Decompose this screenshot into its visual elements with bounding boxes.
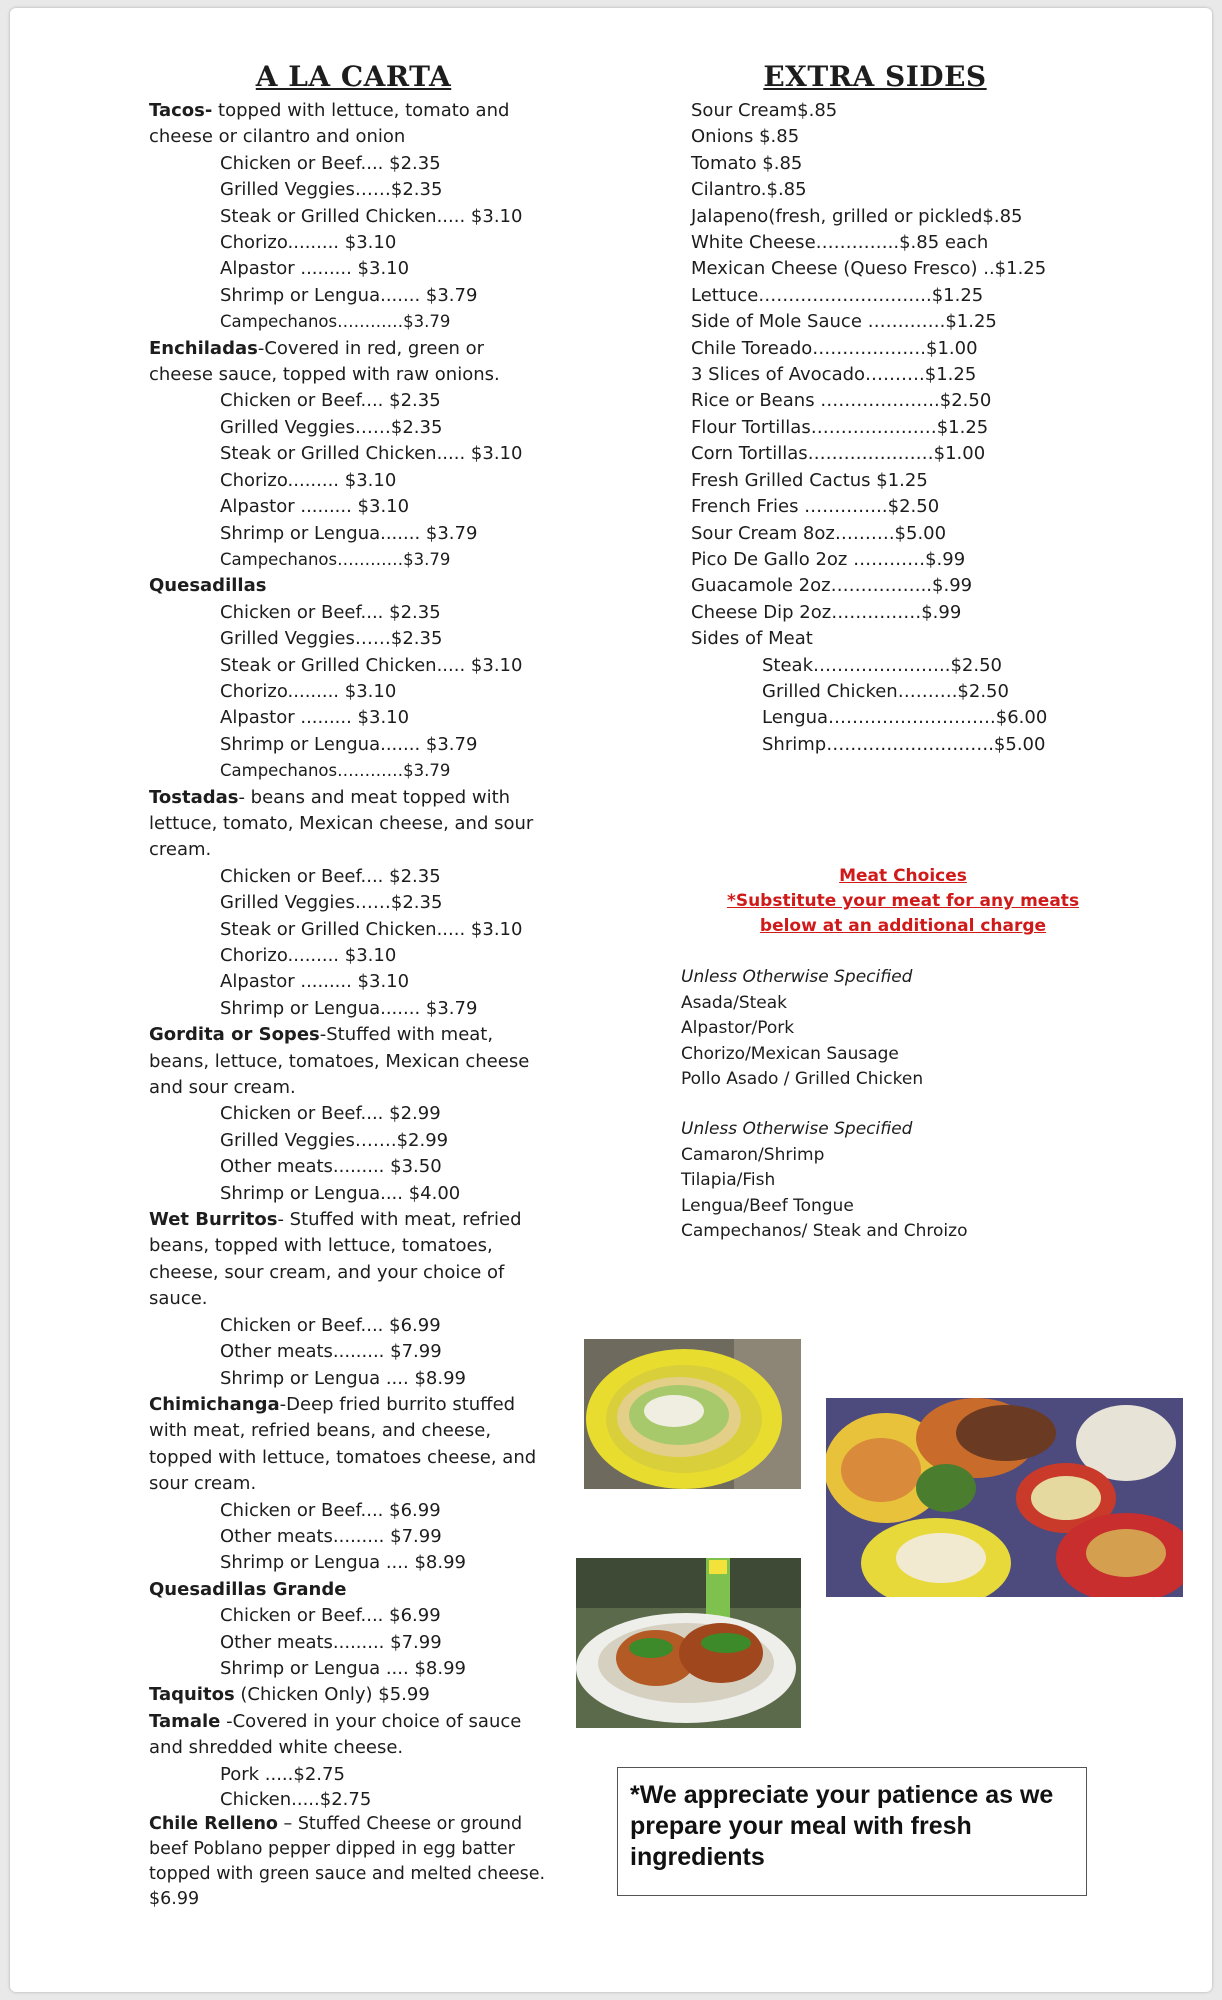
menu-item: Shrimp or Lengua....... $3.79 [220, 522, 478, 544]
tacos-photo [576, 1558, 801, 1728]
meat-choices-note-2: below at an additional charge [759, 916, 1047, 936]
menu-item: Campechanos…………$3.79 [220, 549, 451, 569]
tacos-title: Tacos- [149, 100, 213, 121]
tostada-photo [584, 1339, 801, 1489]
quesadillas-description [149, 573, 549, 599]
menu-item: Pork .....$2.75 [220, 1763, 345, 1785]
side-item: Rice or Beans ………………..$2.50 [691, 390, 992, 412]
patience-notice: *We appreciate your patience as we prepare your meal with fresh ingredients [617, 1767, 1087, 1896]
chimichanga-title: Chimichanga [149, 1393, 280, 1415]
side-item: Guacamole 2oz……………..$.99 [691, 575, 973, 597]
food-spread-photo [826, 1398, 1183, 1597]
menu-item: Chicken or Beef.... $6.99 [220, 1605, 441, 1627]
menu-item: Chorizo......... $3.10 [220, 469, 397, 491]
quesadillas-grande-description [149, 1577, 549, 1603]
meat-choices-note-1: *Substitute your meat for any meats [726, 891, 1080, 911]
chile-relleno-title: Chile Relleno [149, 1813, 278, 1834]
side-item: French Fries …………..$2.50 [691, 496, 940, 518]
wet-burritos-items [149, 1313, 549, 1392]
taquitos-title: Taquitos [149, 1684, 235, 1706]
meat-choice: Lengua/Beef Tongue [681, 1195, 854, 1216]
side-meat-item: Grilled Chicken……….$2.50 [762, 680, 1009, 702]
menu-item: Alpastor ......... $3.10 [220, 258, 410, 280]
side-item: Cheese Dip 2oz……………$.99 [691, 601, 962, 623]
gordita-title: Gordita or Sopes [149, 1024, 320, 1046]
menu-item: Chicken or Beef.... $2.99 [220, 1103, 441, 1125]
menu-item: Chicken.....$2.75 [220, 1788, 372, 1810]
quesadillas-title: Quesadillas [149, 575, 267, 597]
wet-burritos-description: Wet Burritos- Stuffed with meat, refried beans, topped with lettuce, tomatoes, cheese, sour cream, and your choice of sauce. [149, 1209, 522, 1310]
tacos-description: Tacos- topped with lettuce, tomato and cheese or cilantro and onion [149, 100, 510, 148]
taquitos-description: Taquitos (Chicken Only) $5.99 [149, 1684, 430, 1706]
side-item: Cilantro.$.85 [691, 179, 807, 201]
menu-item: Shrimp or Lengua .... $8.99 [220, 1367, 466, 1389]
menu-item: Shrimp or Lengua....... $3.79 [220, 284, 478, 306]
menu-item: Steak or Grilled Chicken..... $3.10 [220, 205, 523, 227]
side-item: 3 Slices of Avocado……….$1.25 [691, 364, 977, 386]
side-item: Sour Cream 8oz……….$5.00 [691, 522, 947, 544]
meat-group-2 [681, 1117, 967, 1245]
extra-sides-column [691, 58, 1111, 758]
menu-item: Other meats......... $7.99 [220, 1341, 442, 1363]
menu-item: Steak or Grilled Chicken..... $3.10 [220, 918, 523, 940]
menu-item: Chicken or Beef.... $6.99 [220, 1314, 441, 1336]
menu-item: Grilled Veggies……$2.35 [220, 416, 443, 438]
quesadillas-grande-items [149, 1603, 549, 1682]
enchiladas-title: Enchiladas [149, 337, 258, 359]
meat-choice: Alpastor/Pork [681, 1018, 795, 1038]
side-item: Jalapeno(fresh, grilled or pickled$.85 [691, 205, 1023, 227]
menu-item: Other meats......... $7.99 [220, 1631, 442, 1653]
menu-item: Chicken or Beef.... $2.35 [220, 152, 441, 174]
side-item: Tomato $.85 [691, 152, 803, 174]
meat-group-label: Unless Otherwise Specified [681, 967, 913, 987]
chile-relleno-description: Chile Relleno – Stuffed Cheese or ground beef Poblano pepper dipped in egg batter topped with green sauce and melted cheese. $6.99 [149, 1813, 546, 1909]
a-la-carta-column [149, 58, 549, 1912]
menu-item: Grilled Veggies…….$2.99 [220, 1129, 449, 1151]
meat-choice: Pollo Asado / Grilled Chicken [681, 1069, 924, 1089]
menu-item: Shrimp or Lengua....... $3.79 [220, 733, 478, 755]
wet-burritos-title: Wet Burritos [149, 1209, 278, 1231]
menu-item: Shrimp or Lengua .... $8.99 [220, 1657, 466, 1679]
menu-item: Other meats......... $7.99 [220, 1525, 442, 1547]
menu-item: Shrimp or Lengua....... $3.79 [220, 997, 478, 1019]
meat-choice: Tilapia/Fish [681, 1170, 776, 1190]
gordita-items [149, 1101, 549, 1207]
side-item: Lettuce………………………..$1.25 [691, 284, 984, 306]
meat-choice: Asada/Steak [681, 992, 788, 1013]
meat-choice: Chorizo/Mexican Sausage [681, 1043, 899, 1064]
menu-item: Chorizo......... $3.10 [220, 232, 397, 254]
menu-item: Steak or Grilled Chicken..... $3.10 [220, 654, 523, 676]
side-item: Onions $.85 [691, 126, 800, 148]
menu-item: Campechanos…………$3.79 [220, 312, 451, 332]
menu-item: Other meats......... $3.50 [220, 1156, 442, 1178]
quesadillas-grande-title: Quesadillas Grande [149, 1578, 347, 1600]
tostadas-description: Tostadas- beans and meat topped with lettuce, tomato, Mexican cheese, and sour cream. [149, 786, 534, 861]
side-item: Fresh Grilled Cactus $1.25 [691, 469, 928, 491]
sides-of-meat-items [691, 653, 1111, 759]
meat-choices-title: Meat Choices [839, 866, 967, 886]
menu-item: Alpastor ......... $3.10 [220, 971, 410, 993]
tacos-items [149, 151, 549, 336]
menu-item: Campechanos…………$3.79 [220, 761, 451, 781]
meat-choice: Camaron/Shrimp [681, 1144, 825, 1165]
menu-item: Alpastor ......... $3.10 [220, 496, 410, 518]
side-item: Flour Tortillas…………………$1.25 [691, 416, 989, 438]
menu-item: Chicken or Beef.... $2.35 [220, 390, 441, 412]
menu-item: Shrimp or Lengua.... $4.00 [220, 1182, 461, 1204]
menu-item: Shrimp or Lengua .... $8.99 [220, 1552, 466, 1574]
menu-item: Grilled Veggies……$2.35 [220, 179, 443, 201]
tostadas-title: Tostadas [149, 786, 239, 808]
tamale-title: Tamale [149, 1710, 221, 1732]
tamale-description: Tamale -Covered in your choice of sauce and shredded white cheese. [149, 1710, 522, 1759]
side-meat-item: Shrimp……………………….$5.00 [762, 733, 1046, 755]
menu-item: Chicken or Beef.... $2.35 [220, 865, 441, 887]
side-item: Pico De Gallo 2oz …………$.99 [691, 548, 966, 570]
a-la-carta-heading: A LA CARTA [255, 60, 452, 93]
enchiladas-items [149, 388, 549, 573]
menu-item: Grilled Veggies……$2.35 [220, 628, 443, 650]
side-item: Chile Toreado……………….$1.00 [691, 337, 978, 359]
side-meat-item: Lengua……………………….$6.00 [762, 707, 1048, 729]
menu-item: Grilled Veggies……$2.35 [220, 892, 443, 914]
side-meat-item: Steak…………………..$2.50 [762, 654, 1002, 676]
meat-group-label: Unless Otherwise Specified [681, 1119, 913, 1139]
menu-item: Chorizo......... $3.10 [220, 945, 397, 966]
tamale-items [149, 1762, 549, 1812]
side-item: Sides of Meat [691, 628, 813, 650]
side-item: White Cheese…………..$.85 each [691, 232, 989, 254]
menu-item: Chicken or Beef.... $2.35 [220, 601, 441, 623]
meat-choice: Campechanos/ Steak and Chroizo [681, 1221, 968, 1241]
chimichanga-items [149, 1498, 549, 1577]
chimichanga-description: Chimichanga-Deep fried burrito stuffed with meat, refried beans, and cheese, topped with lettuce, tomatoes cheese, and sour cream. [149, 1393, 537, 1495]
side-item: Mexican Cheese (Queso Fresco) ..$1.25 [691, 258, 1047, 280]
gordita-description: Gordita or Sopes-Stuffed with meat, beans, lettuce, tomatoes, Mexican cheese and sour cream. [149, 1024, 530, 1099]
side-item: Side of Mole Sauce ………….$1.25 [691, 311, 997, 333]
side-item: Sour Cream$.85 [691, 100, 838, 121]
menu-item: Chicken or Beef.... $6.99 [220, 1499, 441, 1521]
meat-group-1 [681, 965, 923, 1093]
extra-sides-heading: EXTRA SIDES [763, 60, 987, 93]
enchiladas-description: Enchiladas-Covered in red, green or cheese sauce, topped with raw onions. [149, 337, 500, 386]
side-item: Corn Tortillas…………………$1.00 [691, 443, 986, 465]
menu-item: Alpastor ......... $3.10 [220, 707, 410, 729]
quesadillas-items [149, 600, 549, 785]
menu-item: Chorizo......... $3.10 [220, 680, 397, 702]
menu-item: Steak or Grilled Chicken..... $3.10 [220, 443, 523, 465]
